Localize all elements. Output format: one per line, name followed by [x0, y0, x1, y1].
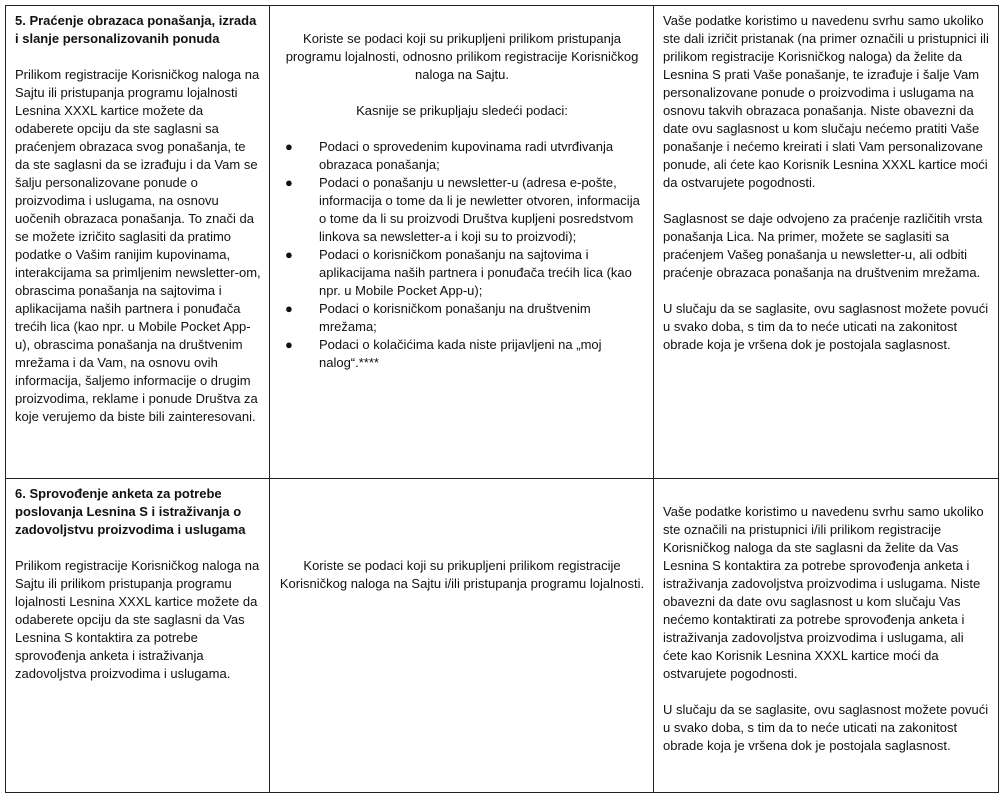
list-item: ● Podaci o kolačićima kada niste prijavljeni na „moj nalog“.**** — [285, 337, 602, 370]
purpose-heading: 5. Praćenje obrazaca ponašanja, izrada i slanje personalizovanih ponuda — [15, 13, 257, 46]
data-used-intro: Koriste se podaci koji su prikupljeni prilikom pristupanja programu lojalnosti, odnosno prilikom registracije Korisničkog naloga na Sajtu. — [285, 31, 639, 82]
bullet-icon: ● — [285, 139, 293, 154]
data-used-text: Koriste se podaci koji su prikupljeni prilikom registracije Korisničkog naloga na Sajtu i/ili pristupanja programu lojalnosti. — [279, 558, 645, 591]
legal-basis-paragraph: U slučaju da se saglasite, ovu saglasnost možete povući u svako doba, s tim da to neće uticati na zakonitost obrade koja je vršena dok je postojala saglasnost. — [663, 301, 989, 352]
purpose-description: Prilikom registracije Korisničkog naloga na Sajtu ili prilikom pristupanja programu lojalnosti Lesnina XXXL kartice možete da odaberete opciju da ste saglasni da Vas Lesnina S kontaktira za potrebe sprovođenja anketa i istraživanja zadovoljstva proizvodima i uslugama. — [15, 558, 260, 681]
list-item: ● Podaci o korisničkom ponašanju na sajtovima i aplikacijama naših partnera i ponuđača trećih lica (kao npr. u Mobile Pocket App-u); — [285, 247, 632, 298]
legal-basis-paragraph: Vaše podatke koristimo u navedenu svrhu samo ukoliko ste označili na pristupnici i/ili prilikom registracije Korisničkog naloga da ste saglasni da želite da Vas Lesnina S kontaktira za potrebe sprovođenja anketa i istraživanja zadovoljstva proizvodima i uslugama. Niste obavezni da date ovu saglasnost u kom slučaju Vas nećemo kontaktirati za potrebe sprovođenja anketa i istraživanja zadovoljstva proizvodima i uslugama, ali ćete kao Korisnik Lesnina XXXL kartice moći da ostvarujete pogodnosti. — [663, 504, 984, 681]
legal-basis-cell — [654, 6, 999, 479]
bullet-icon: ● — [285, 175, 293, 190]
data-used-cell — [270, 479, 654, 793]
legal-basis-paragraph: Saglasnost se daje odvojeno za praćenje različitih vrsta ponašanja Lica. Na primer, možete se saglasiti sa praćenjem Vašeg ponašanja u newsletter-u, ali odbiti praćenje obrazaca ponašanja na društvenim mrežama. — [663, 211, 983, 280]
legal-basis-cell — [654, 479, 999, 793]
list-item: ● Podaci o korisničkom ponašanju na društvenim mrežama; — [285, 301, 591, 334]
bullet-icon: ● — [285, 301, 293, 316]
list-item: ● Podaci o ponašanju u newsletter-u (adresa e-pošte, informacija o tome da li je newletter otvoren, informacija o tome da li su proizvodi Društva kupljeni posredstvom linkova sa newsletter-a i koji su to proizvodi); — [285, 175, 640, 244]
legal-basis-paragraph: Vaše podatke koristimo u navedenu svrhu samo ukoliko ste dali izričit pristanak (na primer označili u pristupnici ili prilikom registracije Korisničkog naloga) da želite da Lesnina S prati Vaše ponašanje, te izrađuje i šalje Vam personalizovane ponude o proizvodima i uslugama na osnovu takvih obrazaca ponašanja. Niste obavezni da date ovu saglasnost u kom slučaju nećemo pratiti Vaše ponašanje i nećemo kreirati i slati Vam personalizovane ponude, ali ćete kao Korisnik Lesnina XXXL kartice moći da ostvarujete pogodnosti. — [663, 13, 989, 190]
table-row-5 — [6, 6, 999, 479]
list-item: ● Podaci o sprovedenim kupovinama radi utvrđivanja obrazaca ponašanja; — [285, 139, 614, 172]
bullet-icon: ● — [285, 337, 293, 352]
consent-table — [5, 5, 999, 793]
purpose-cell — [6, 6, 270, 479]
purpose-cell — [6, 479, 270, 793]
purpose-description: Prilikom registracije Korisničkog naloga na Sajtu ili pristupanja programu lojalnosti Lesnina XXXL kartice možete da odaberete opciju da ste saglasni sa praćenjem obrazaca svog ponašanja, te da ste saglasni da se izrađuju i da Vam se šalju personalizovane ponude o proizvodima i uslugama, na osnovu uočenih obrazaca ponašanja. To znači da se možete izričito saglasiti da pratimo podatke o Vašim ranijim kupovinama, interakcijama sa primljenim newsletter-om, obrascima ponašanja na sajtovima i aplikacijama naših partnera i ponuđača trećih lica (kao npr. u Mobile Pocket App-u), obrascima ponašanja na društvenim mrežama i da Vam, na osnovu ovih informacija, šaljemo informacije o drugim proizvodima, reklame i ponude Društva za koje verujemo da biste bili zainteresovani. — [15, 67, 261, 424]
purpose-heading: 6. Sprovođenje anketa za potrebe poslovanja Lesnina S i istraživanja o zadovoljstvu proizvodima i uslugama — [15, 486, 246, 537]
table-row-6 — [6, 479, 999, 793]
data-used-subintro: Kasnije se prikupljaju sledeći podaci: — [356, 103, 568, 118]
legal-basis-paragraph: U slučaju da se saglasite, ovu saglasnost možete povući u svako doba, s tim da to neće uticati na zakonitost obrade koja je vršena dok je postojala saglasnost. — [663, 702, 989, 753]
data-used-cell — [270, 6, 654, 479]
bullet-icon: ● — [285, 247, 293, 262]
collected-data-list — [279, 138, 645, 372]
